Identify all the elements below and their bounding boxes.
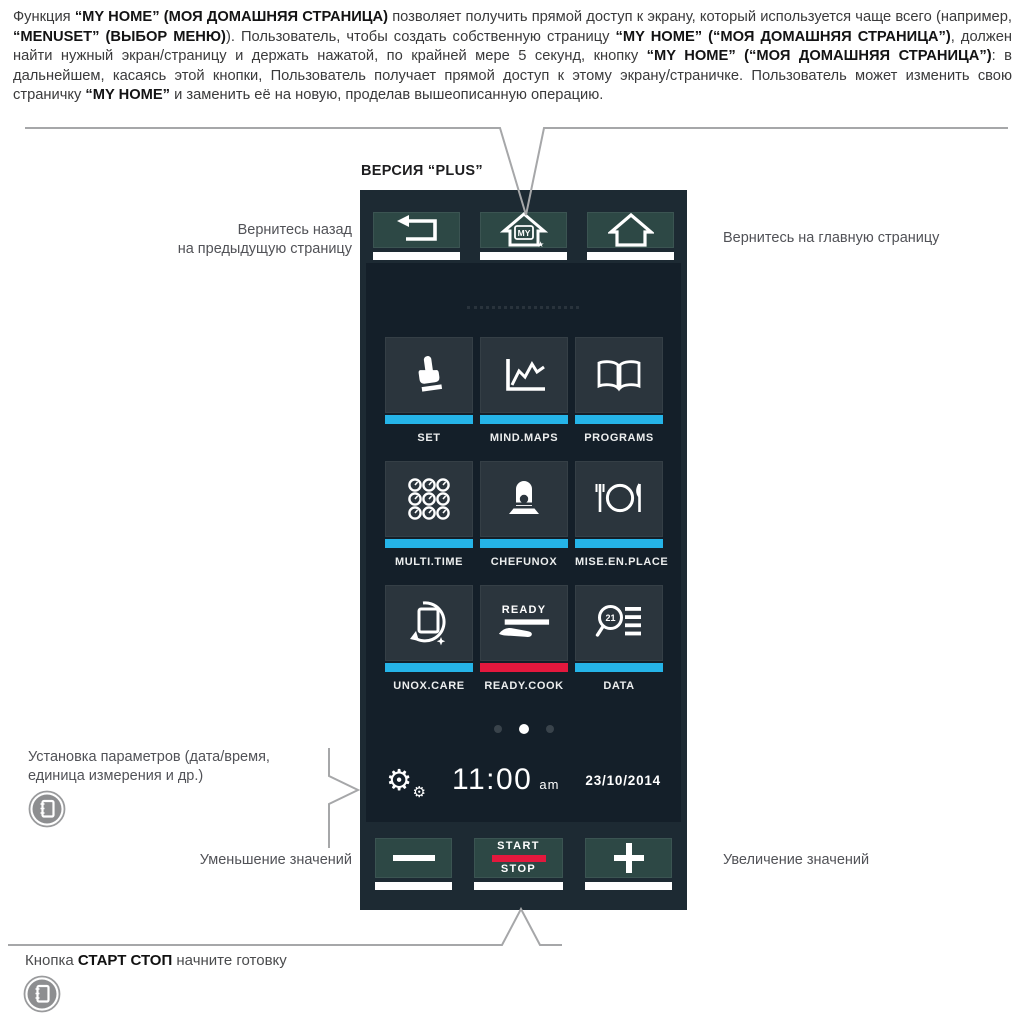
chart-icon: [500, 356, 548, 394]
nav-row: [373, 212, 674, 260]
intro-segment-bold: “MENUSET” (ВЫБОР МЕНЮ): [13, 28, 226, 45]
my-home-button[interactable]: [480, 212, 567, 260]
status-row: [360, 758, 687, 802]
annotation-line: единица измерения и др.): [28, 768, 204, 784]
date-value: 23/10/2014: [585, 772, 661, 788]
intro-segment-bold: “MY HOME” (МОЯ ДОМАШНЯЯ СТРАНИЦА): [74, 9, 389, 25]
start-label: START: [497, 840, 540, 852]
tile-label: MULTI.TIME: [394, 556, 464, 568]
intro-segment: ). Пользователь, чтобы создать собственную страницу: [225, 28, 616, 45]
tile-multi-time[interactable]: [385, 461, 473, 568]
annotation-settings: [28, 748, 270, 786]
note-segment-bold: СТАРТ СТОП: [77, 952, 173, 969]
decrease-button[interactable]: [375, 838, 452, 890]
annotation-increase: Увеличение значений: [723, 852, 870, 868]
start-stop-stack: [492, 841, 546, 875]
key-underline: [474, 882, 563, 890]
manual-book-icon: [27, 789, 67, 829]
my-home-icon: [500, 211, 548, 249]
annotation-decrease: Уменьшение значений: [199, 852, 352, 868]
tile-label: MIND.MAPS: [489, 432, 559, 444]
key-underline: [587, 252, 674, 260]
annotation-line: Вернитесь назад: [237, 222, 352, 238]
key-underline: [375, 882, 452, 890]
tile-unox-care[interactable]: [385, 585, 473, 692]
intro-segment: Функция: [13, 9, 75, 25]
note-segment: начните готовку: [172, 952, 287, 969]
intro-segment: позволяет получить прямой доступ к экрану, который используется чаще всего (например,: [388, 9, 1012, 25]
increase-button[interactable]: [585, 838, 672, 890]
return-arrow-icon: [394, 214, 440, 246]
tile-label: UNOX.CARE: [393, 680, 465, 692]
open-book-icon: [595, 357, 643, 393]
ready-badge: READY: [501, 604, 547, 616]
multi-clock-icon: [406, 477, 452, 521]
intro-segment: и заменить её на новую, проделав вышеописанную операцию.: [170, 87, 604, 104]
control-row: [375, 838, 672, 890]
gear-glyph: ⚙: [386, 763, 412, 797]
tile-label: DATA: [603, 680, 635, 692]
care-refresh-icon: [406, 600, 452, 646]
page-dot[interactable]: [546, 725, 554, 733]
plate-cutlery-icon: [594, 481, 644, 517]
tile-label: CHEFUNOX: [490, 556, 558, 568]
manual-book-icon: [22, 974, 62, 1014]
key-underline: [585, 882, 672, 890]
annotation-line: на предыдущую страницу: [177, 241, 352, 257]
back-button[interactable]: [373, 212, 460, 260]
settings-gear-icon[interactable]: [386, 762, 426, 801]
ready-tray-icon: [497, 604, 551, 642]
clock: [452, 763, 559, 797]
tile-label: SET: [417, 432, 441, 444]
tile-accent-bar: [575, 663, 663, 672]
tile-data[interactable]: [575, 585, 663, 692]
tile-accent-bar: [575, 539, 663, 548]
note-segment: Кнопка: [25, 952, 78, 969]
time-value: 11:00: [452, 763, 533, 796]
tile-accent-bar: [385, 663, 473, 672]
start-stop-note: [25, 952, 287, 969]
tile-chefunox[interactable]: [480, 461, 568, 568]
svg-text:MY: MY: [517, 228, 530, 238]
tile-label: PROGRAMS: [584, 432, 654, 444]
tile-accent-bar: [480, 539, 568, 548]
pagination-dots: [360, 724, 687, 734]
tile-set[interactable]: [385, 337, 473, 444]
annotation-line: Установка параметров (дата/время,: [28, 749, 270, 765]
tile-accent-bar-red: [480, 663, 568, 672]
search-list-icon: [595, 604, 643, 642]
tile-accent-bar: [385, 539, 473, 548]
start-stop-button[interactable]: [474, 838, 563, 890]
intro-paragraph: [13, 8, 1012, 106]
home-icon: [608, 212, 654, 248]
chef-icon: [502, 479, 546, 519]
tile-accent-bar: [480, 415, 568, 424]
hand-tray-icon: [497, 618, 551, 642]
page-dot-active[interactable]: [519, 724, 529, 734]
intro-segment-bold: “MY HOME”: [85, 87, 170, 104]
tile-ready-cook[interactable]: [480, 585, 568, 692]
key-underline: [373, 252, 460, 260]
svg-text:★: ★: [536, 240, 544, 249]
intro-segment: : в дальнейшем, касаясь этой кнопки, Пользователь получает прямой доступ к этому экрану/страничке. Пользователь может изменить свою страничку: [13, 48, 1012, 104]
annotation-home: Вернитесь на главную страницу: [723, 230, 940, 246]
tile-accent-bar: [385, 415, 473, 424]
intro-segment-bold: “MY HOME” (“МОЯ ДОМАШНЯЯ СТРАНИЦА”): [615, 28, 951, 45]
start-stop-red-bar: [492, 855, 546, 862]
menu-grid: [385, 337, 669, 692]
tile-mise-en-place[interactable]: [575, 461, 669, 568]
tile-label: MISE.EN.PLACE: [575, 556, 669, 568]
minus-icon: [393, 855, 435, 861]
tile-label: READY.COOK: [484, 680, 564, 692]
tile-programs[interactable]: [575, 337, 663, 444]
page-dot[interactable]: [494, 725, 502, 733]
home-button[interactable]: [587, 212, 674, 260]
svg-text:21: 21: [605, 613, 616, 623]
version-label: ВЕРСИЯ “PLUS”: [361, 163, 483, 179]
key-underline: [480, 252, 567, 260]
plus-icon: [614, 843, 644, 873]
oven-touch-panel: [360, 190, 687, 910]
meridiem: am: [539, 777, 560, 792]
touch-hand-icon: [411, 355, 447, 395]
stop-label: STOP: [500, 863, 537, 875]
intro-segment: , должен найти нужный экран/страницу и держать нажатой, по крайней мере 5 секунд, кнопку: [13, 28, 1012, 65]
annotation-back: [178, 221, 352, 259]
tile-accent-bar: [575, 415, 663, 424]
small-gear-glyph: ⚙: [412, 783, 426, 801]
tile-mind-maps[interactable]: [480, 337, 568, 444]
intro-segment-bold: “MY HOME” (“МОЯ ДОМАШНЯЯ СТРАНИЦА”): [646, 48, 992, 65]
faded-screen-title: [467, 306, 579, 309]
